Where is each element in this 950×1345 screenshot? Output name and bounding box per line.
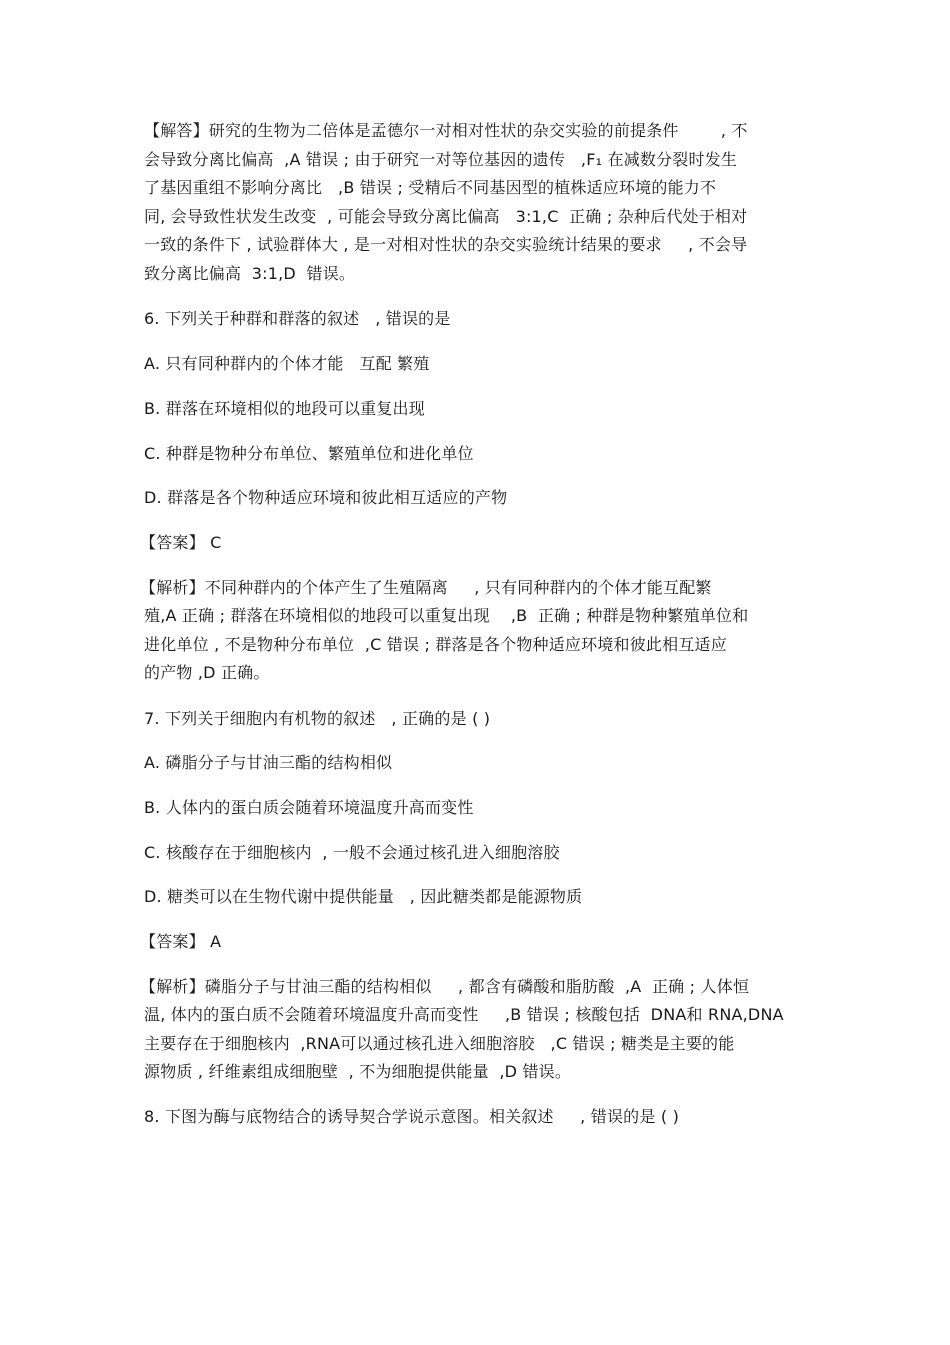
question-stem: 7. 下列关于细胞内有机物的叙述 , 正确的是 ( ) (144, 709, 491, 728)
option-a: A. 只有同种群内的个体才能 互配 繁殖 (144, 354, 430, 373)
option-a: A. 磷脂分子与甘油三酯的结构相似 (144, 753, 393, 772)
analysis-line: 致分离比偏高 3:1,D 错误。 (144, 264, 356, 283)
analysis-line: 殖,A 正确 ; 群落在环境相似的地段可以重复出现 ,B 正确 ; 种群是物种繁殖单位和 (144, 606, 749, 625)
analysis-line: 同, 会导致性状发生改变 , 可能会导致分离比偏高 3:1,C 正确 ; 杂种后代处于相对 (144, 207, 748, 226)
answer: 【答案】 C (140, 533, 222, 552)
analysis-line: 的产物 ,D 正确。 (144, 663, 270, 682)
analysis-line: 【解答】研究的生物为二倍体是孟德尔一对相对性状的杂交实验的前提条件 , 不 (144, 121, 748, 140)
analysis-line: 温, 体内的蛋白质不会随着环境温度升高而变性 ,B 错误 ; 核酸包括 DNA和 RNA,DNA (144, 1005, 784, 1024)
analysis-line: 会导致分离比偏高 ,A 错误 ; 由于研究一对等位基因的遗传 ,F₁ 在减数分裂时发生 (144, 150, 738, 169)
analysis-line: 【解析】磷脂分子与甘油三酯的结构相似 , 都含有磷酸和脂肪酸 ,A 正确 ; 人体恒 (140, 977, 750, 996)
option-c: C. 种群是物种分布单位、繁殖单位和进化单位 (144, 444, 474, 463)
option-b: B. 人体内的蛋白质会随着环境温度升高而变性 (144, 798, 474, 817)
option-c: C. 核酸存在于细胞核内 , 一般不会通过核孔进入细胞溶胶 (144, 843, 560, 862)
analysis-line: 了基因重组不影响分离比 ,B 错误 ; 受精后不同基因型的植株适应环境的能力不 (144, 178, 717, 197)
option-d: D. 群落是各个物种适应环境和彼此相互适应的产物 (144, 488, 508, 507)
analysis-line: 主要存在于细胞核内 ,RNA可以通过核孔进入细胞溶胶 ,C 错误 ; 糖类是主要的能 (144, 1034, 735, 1053)
analysis-line: 源物质 , 纤维素组成细胞壁 , 不为细胞提供能量 ,D 错误。 (144, 1062, 572, 1081)
analysis-line: 【解析】不同种群内的个体产生了生殖隔离 , 只有同种群内的个体才能互配繁 (140, 578, 712, 597)
answer: 【答案】 A (140, 932, 222, 951)
option-b: B. 群落在环境相似的地段可以重复出现 (144, 399, 425, 418)
analysis-line: 一致的条件下 , 试验群体大 , 是一对相对性状的杂交实验统计结果的要求 , 不会导 (144, 235, 748, 254)
question-stem: 8. 下图为酶与底物结合的诱导契合学说示意图。相关叙述 , 错误的是 ( ) (144, 1107, 680, 1126)
question-stem: 6. 下列关于种群和群落的叙述 , 错误的是 (144, 309, 451, 328)
analysis-line: 进化单位 , 不是物种分布单位 ,C 错误 ; 群落是各个物种适应环境和彼此相互适应 (144, 635, 727, 654)
option-d: D. 糖类可以在生物代谢中提供能量 , 因此糖类都是能源物质 (144, 887, 583, 906)
